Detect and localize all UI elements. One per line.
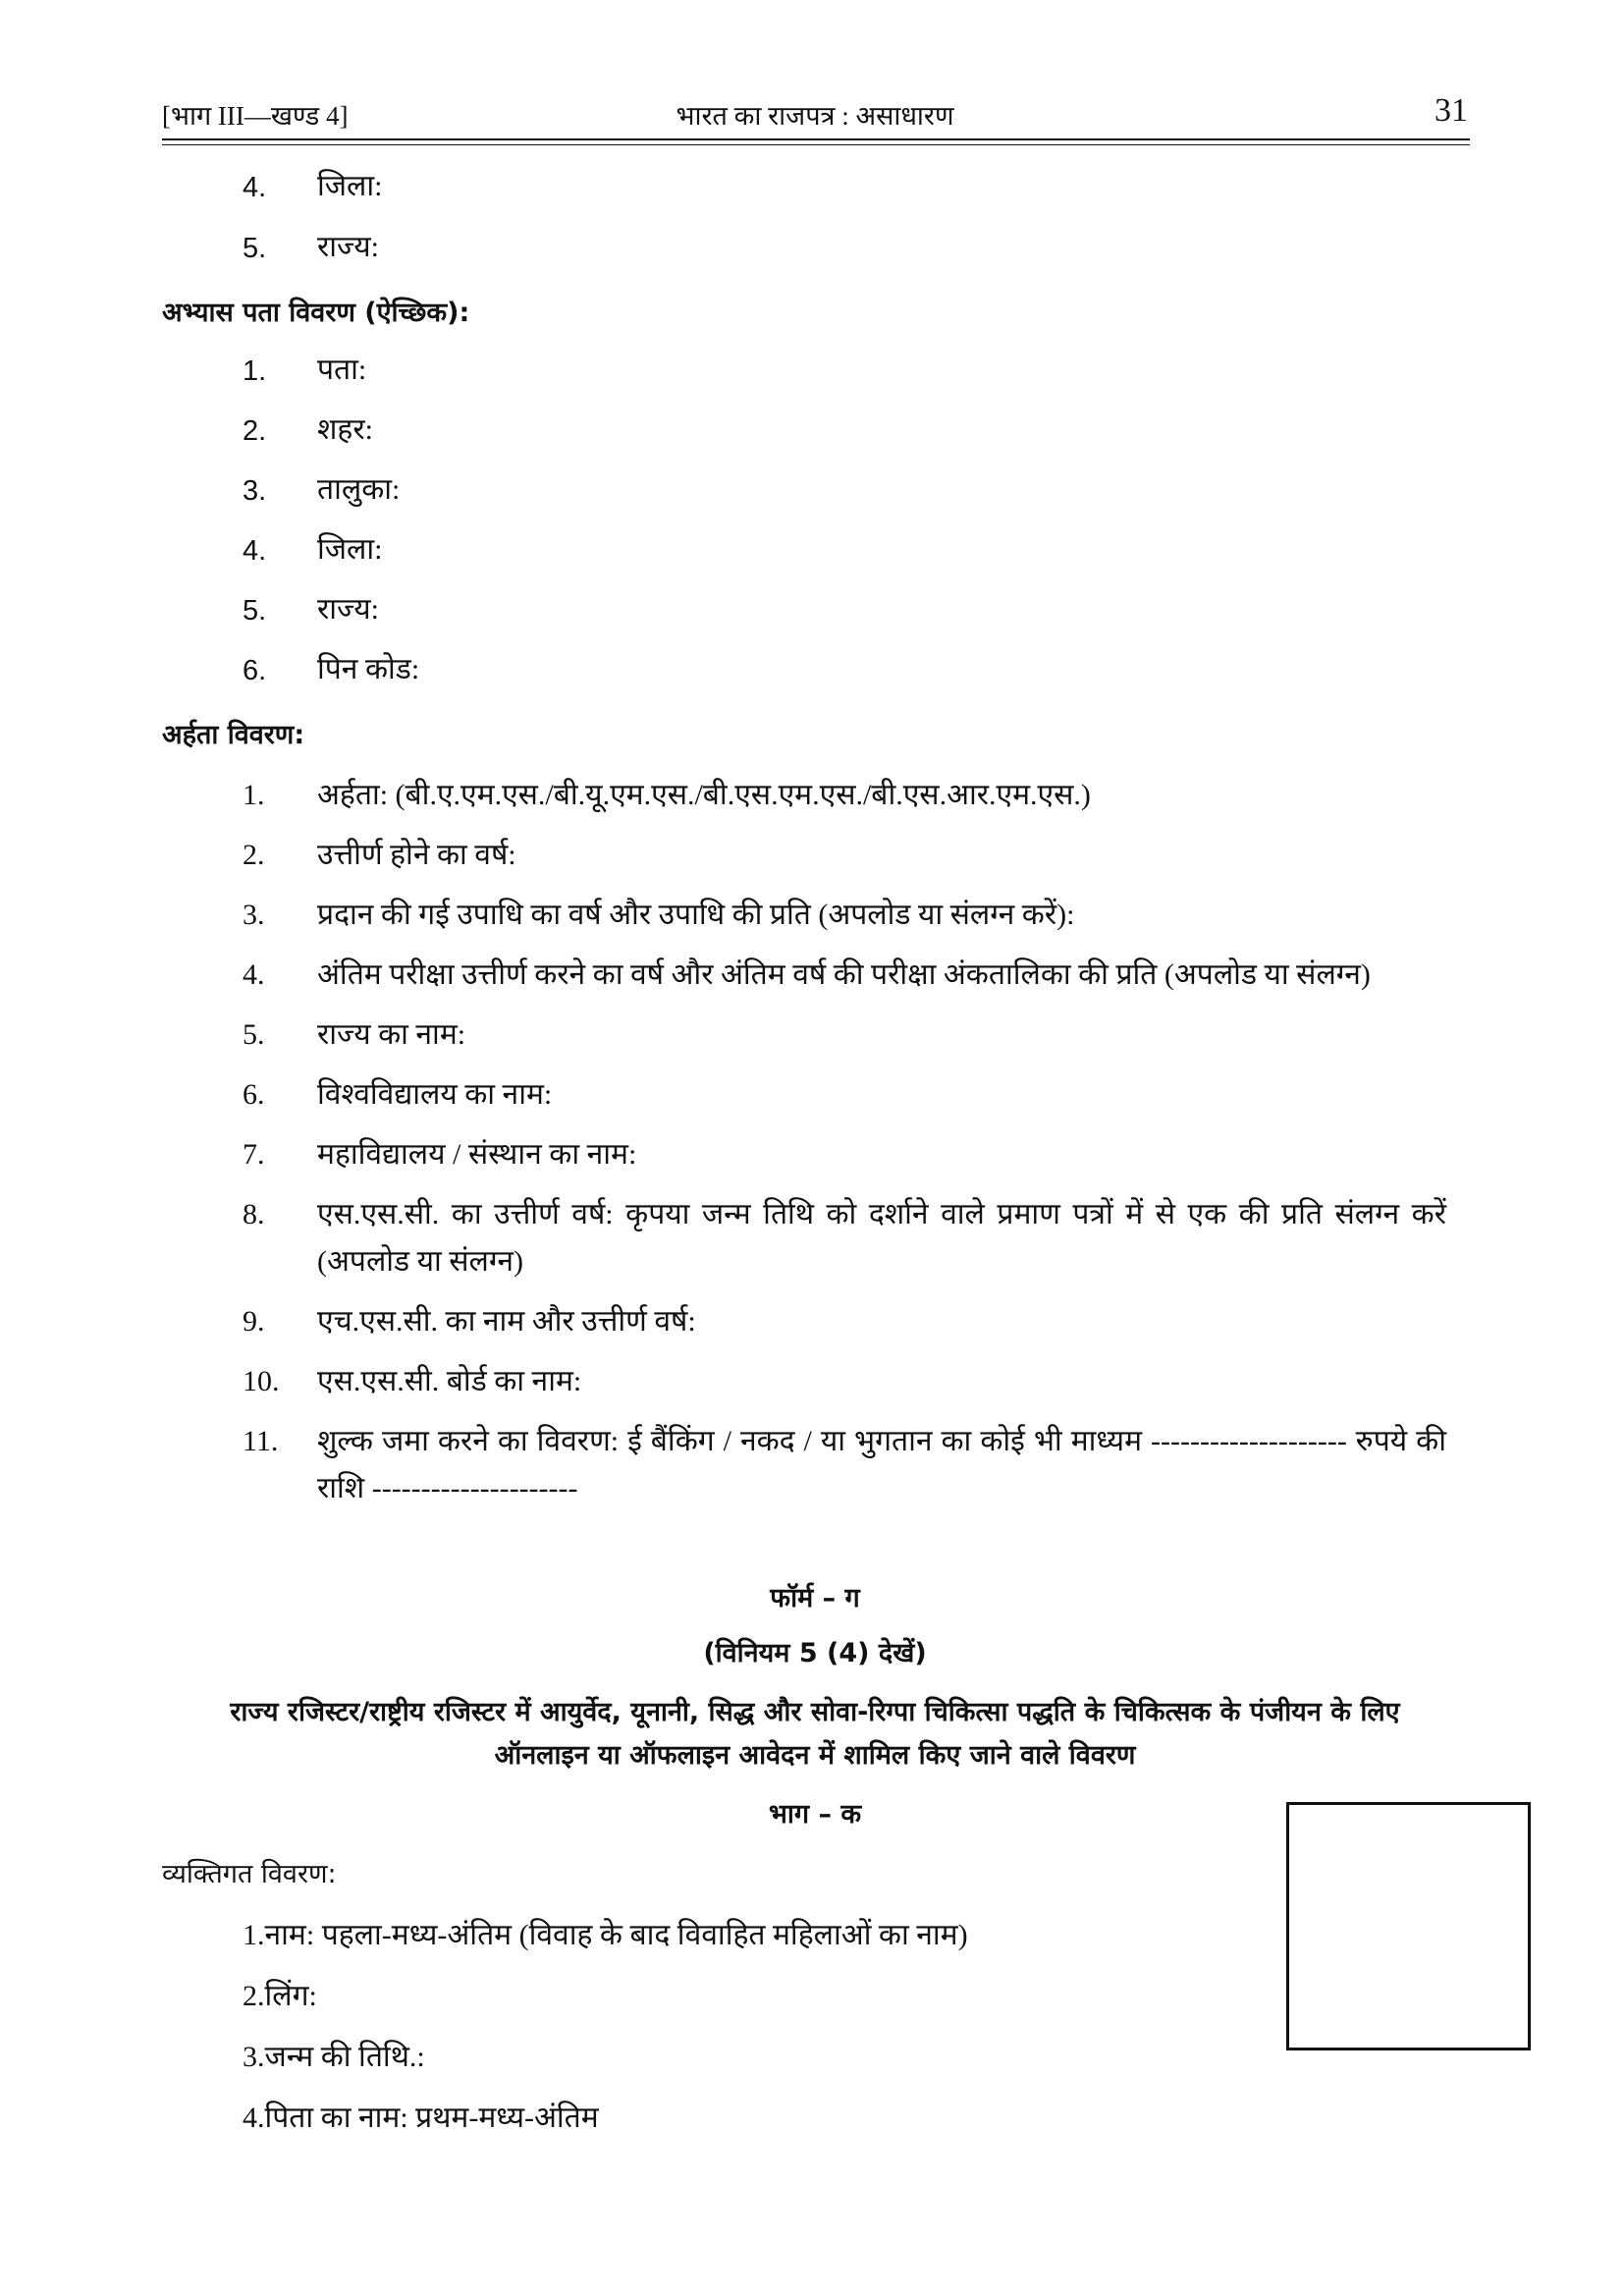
list-item-number: 10.: [243, 1365, 280, 1397]
list-item-number: 6.: [243, 1078, 265, 1111]
header-rule: [162, 138, 1470, 140]
personal-item: 3.जन्म की तिथि.:: [243, 2041, 425, 2073]
list-item-text: राज्य:: [317, 231, 379, 263]
list-item-text: राज्य:: [317, 593, 379, 626]
list-item-number: 11.: [243, 1425, 279, 1457]
list-item-number: 4.: [243, 535, 267, 567]
form-regulation: (विनियम 5 (4) देखें): [703, 1638, 927, 1668]
list-item-text: विश्वविद्यालय का नाम:: [317, 1078, 553, 1111]
list-item-number: 9.: [243, 1305, 265, 1338]
form-description-line-1: राज्य रजिस्टर/राष्ट्रीय रजिस्टर में आयुर्वेद, यूनानी, सिद्ध और सोवा-रिग्पा चिकित्सा पद्धति के चिकित्सक के पंजीयन के लिए: [230, 1697, 1400, 1727]
list-item-text: अंतिम परीक्षा उत्तीर्ण करने का वर्ष और अंतिम वर्ष की परीक्षा अंकतालिका की प्रति (अपलोड या संलग्न): [317, 958, 1371, 991]
list-item-text: प्रदान की गई उपाधि का वर्ष और उपाधि की प्रति (अपलोड या संलग्न करें):: [317, 899, 1075, 931]
list-item-number: 4.: [243, 172, 267, 203]
list-item-number: 5.: [243, 595, 267, 627]
header-part-section: [भाग III—खण्ड 4]: [162, 101, 349, 131]
header-title: भारत का राजपत्र : असाधारण: [676, 101, 954, 131]
list-item-text: एस.एस.सी. का उत्तीर्ण वर्ष: कृपया जन्म तिथि को दर्शाने वाले प्रमाण पत्रों में से एक की प्रति संलग्न करें (अपलोड या संलग्न): [317, 1198, 1446, 1278]
list-item-number: 4.: [243, 958, 265, 991]
list-item-text: शहर:: [317, 413, 373, 446]
list-item-number: 1.: [243, 779, 265, 811]
list-item-text: एच.एस.सी. का नाम और उत्तीर्ण वर्ष:: [317, 1305, 696, 1338]
list-item-text: राज्य का नाम:: [317, 1018, 466, 1051]
list-item-text: जिला:: [317, 533, 383, 566]
header-rule-thin: [162, 144, 1470, 145]
list-item-number: 6.: [243, 655, 267, 686]
gazette-header: [162, 92, 1468, 136]
list-item-text: एस.एस.सी. बोर्ड का नाम:: [317, 1365, 582, 1397]
list-item-text: अर्हता: (बी.ए.एम.एस./बी.यू.एम.एस./बी.एस.एम.एस./बी.एस.आर.एम.एस.): [317, 779, 1091, 811]
list-item-number: 5.: [243, 1018, 265, 1051]
list-item-number: 7.: [243, 1138, 265, 1171]
form-title: फॉर्म – ग: [770, 1583, 860, 1613]
qualification-heading: अर्हता विवरण:: [162, 720, 305, 750]
list-item-number: 1.: [243, 355, 267, 387]
personal-item: 1.नाम: पहला-मध्य-अंतिम (विवाह के बाद विवाहित महिलाओं का नाम): [243, 1919, 968, 1951]
personal-item: 2.लिंग:: [243, 1980, 317, 2012]
personal-heading: व्यक्तिगत विवरण:: [162, 1859, 337, 1889]
list-item-number: 5.: [243, 233, 267, 264]
list-item-text: पता:: [317, 354, 367, 386]
list-item-number: 3.: [243, 475, 267, 507]
list-item-number: 2.: [243, 839, 265, 871]
personal-item: 4.पिता का नाम: प्रथम-मध्य-अंतिम: [243, 2102, 599, 2134]
list-item-text: जिला:: [317, 170, 383, 202]
page-number: 31: [1435, 92, 1468, 129]
list-item-text: तालुका:: [317, 473, 401, 506]
form-part: भाग – क: [768, 1799, 862, 1830]
photo-box: [1286, 1802, 1531, 2050]
practice-address-heading: अभ्यास पता विवरण (ऐच्छिक):: [162, 298, 470, 328]
list-item-number: 2.: [243, 415, 267, 447]
list-item-text: उत्तीर्ण होने का वर्ष:: [317, 839, 516, 871]
form-description-line-2: ऑनलाइन या ऑफलाइन आवेदन में शामिल किए जाने वाले विवरण: [494, 1740, 1136, 1771]
list-item-text: पिन कोड:: [317, 653, 420, 685]
list-item-number: 8.: [243, 1198, 265, 1230]
list-item-number: 3.: [243, 899, 265, 931]
list-item-text: महाविद्यालय / संस्थान का नाम:: [317, 1138, 637, 1171]
list-item-text: शुल्क जमा करने का विवरण: ई बैंकिंग / नकद / या भुगतान का कोई भी माध्यम -------------------- रुपये की राशि ---------------------: [317, 1425, 1446, 1504]
